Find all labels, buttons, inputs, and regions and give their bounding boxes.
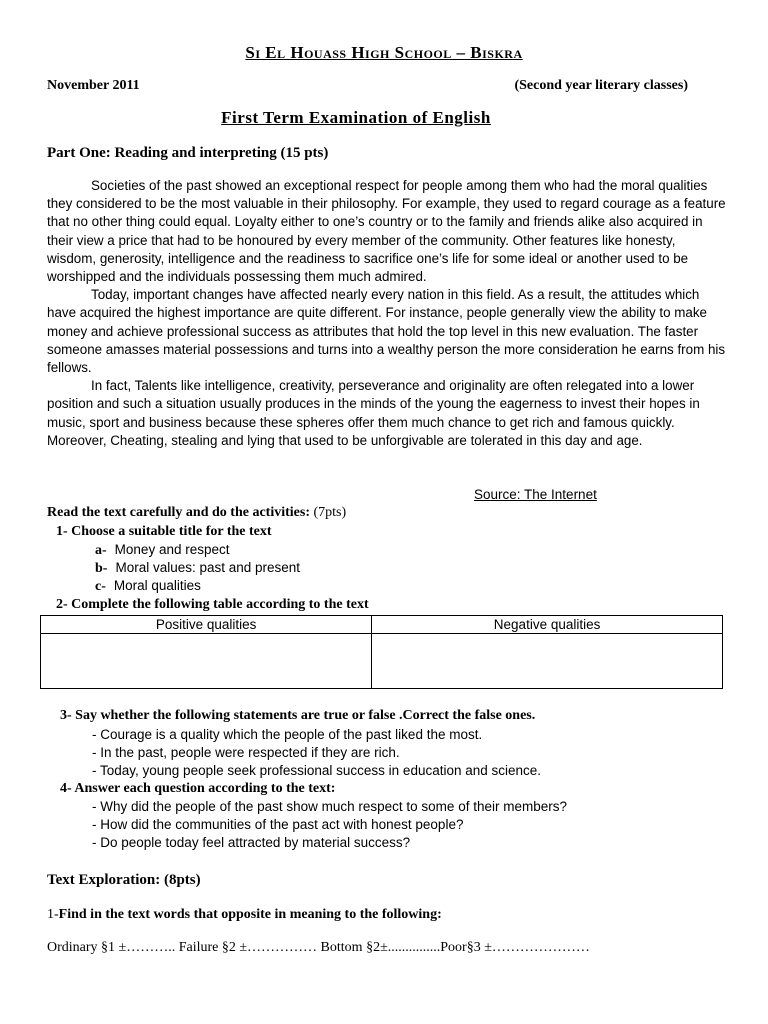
option-letter: a- [95,543,107,558]
passage-paragraph: Today, important changes have affected nearly every nation in this field. As a result, the attitudes which have acquired the highest importance are quite different. For instance, people generally view the ability to make money and achieve professional success as attributes that hold the top level in this new evaluation. The faster someone amasses material possessions and turns into a wealthy person the more consideration he earns from his fellows. [47,287,726,376]
table-answer-row [41,634,723,689]
statement-item: - In the past, people were respected if they are rich. [92,745,400,760]
option-a [95,542,230,559]
option-text: Moral qualities [113,578,201,593]
instruction-text: Read the text carefully and do the activities: [47,505,314,520]
question-item: - How did the communities of the past act with honest people? [92,817,464,832]
question-item: - Why did the people of the past show much respect to some of their members? [92,799,567,814]
class-level: (Second year literary classes) [514,78,688,93]
text-exploration-heading: Text Exploration: (8pts) [47,872,201,888]
question-4-label: 4- Answer each question according to the text: [60,781,336,796]
question-3-label: 3- Say whether the following statements are true or false .Correct the false ones. [60,708,536,723]
school-name: Si El Houass High School – Biskra [245,43,523,62]
passage-paragraph: Societies of the past showed an exceptional respect for people among them who had the moral qualities they considered to be the most valuable in their philosophy. For example, they used to regard courage as a feature that no other thing could equal. Loyalty either to one’s country or to the family and friends alike also acquired in their view a price that had to be honoured by every member of the community. Other features like honesty, wisdom, generosity, intelligence and the readiness to sacrifice one’s life for some ideal or another used to be worshipped and the individuals possessing them much admired. [47,178,726,285]
option-text: Money and respect [114,542,230,557]
negative-qualities-cell[interactable] [372,634,723,689]
positive-qualities-cell[interactable] [41,634,372,689]
question-1-label: 1- Choose a suitable title for the text [56,524,272,539]
table-header-row [41,616,723,634]
reading-passage [47,177,727,450]
negative-qualities-header: Negative qualities [372,616,723,634]
option-text: Moral values: past and present [115,560,301,575]
option-c [95,578,201,595]
question-2-label: 2- Complete the following table according to the text [56,597,369,612]
find-text: Find in the text words that opposite in meaning to the following: [58,907,442,922]
activities-instruction [47,505,346,521]
part-one-heading: Part One: Reading and interpreting (15 pts) [47,145,329,161]
instruction-points: (7pts) [313,505,347,520]
option-letter: b- [95,561,108,576]
exam-title: First Term Examination of English [221,108,491,127]
question-item: - Do people today feel attracted by material success? [92,835,411,850]
passage-paragraph: In fact, Talents like intelligence, creativity, perseverance and originality are often relegated into a lower position and such a situation usually produces in the minds of the young the eagerness to invest their hopes in music, sport and business because these spheres offer them much chance to get rich and famous quickly. Moreover, Cheating, stealing and lying that used to be unforgivable are tolerated in this day and age. [47,378,700,448]
option-b [95,560,300,577]
statement-item: - Courage is a quality which the people of the past liked the most. [92,727,483,742]
qualities-table [40,615,723,689]
find-number: 1- [47,907,59,922]
passage-source: Source: The Internet [474,487,597,502]
exam-date: November 2011 [47,78,140,93]
find-opposites-instruction [47,907,442,923]
statement-item: - Today, young people seek professional success in education and science. [92,763,542,778]
opposites-line: Ordinary §1 ±……….. Failure §2 ±…………… Bottom §2±...............Poor§3 ±………………… [47,940,590,955]
positive-qualities-header: Positive qualities [41,616,372,634]
option-letter: c- [95,579,106,594]
